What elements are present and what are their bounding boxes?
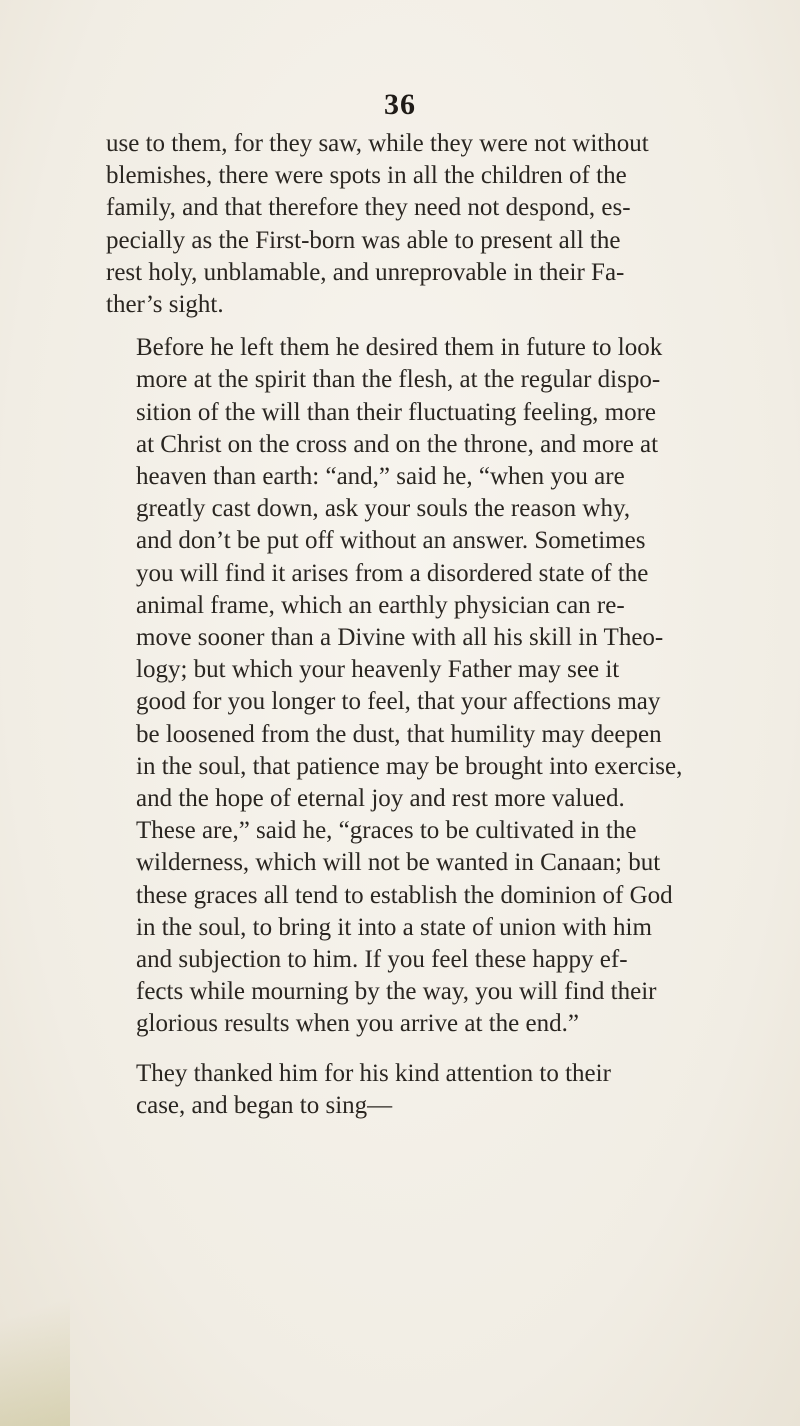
text-line: heaven than earth: “and,” said he, “when you are <box>136 463 625 491</box>
text-line: greatly cast down, ask your souls the reason why, <box>136 495 631 523</box>
text-line: wilderness, which will not be wanted in Canaan; but <box>136 849 661 877</box>
text-line: They thanked him for his kind attention to their <box>136 1059 611 1087</box>
text-line: blemishes, there were spots in all the children of the <box>106 162 627 190</box>
text-line: and don’t be put off without an answer. Sometimes <box>136 527 646 555</box>
text-line: more at the spirit than the flesh, at the regular dispo- <box>136 366 661 394</box>
page-stain <box>0 1266 70 1426</box>
text-line: at Christ on the cross and on the throne, and more at <box>136 430 659 458</box>
text-line: case, and began to sing— <box>136 1091 393 1119</box>
text-line: logy; but which your heavenly Father may see it <box>136 656 620 684</box>
text-line: fects while mourning by the way, you will find their <box>136 978 657 1006</box>
paragraph-2 <box>106 332 800 1040</box>
text-line: ther’s sight. <box>106 291 224 319</box>
text-line: rest holy, unblamable, and unreprovable in their Fa- <box>106 258 625 286</box>
text-line: pecially as the First-born was able to present all the <box>106 226 621 254</box>
paragraph-3 <box>106 1058 800 1122</box>
text-line: be loosened from the dust, that humility may deepen <box>136 720 662 748</box>
text-line: you will find it arises from a disordered state of the <box>136 559 649 587</box>
text-line: animal frame, which an earthly physician can re- <box>136 591 625 619</box>
text-line: sition of the will than their fluctuating feeling, more <box>136 398 657 426</box>
text-line: good for you longer to feel, that your affections may <box>136 688 661 716</box>
text-line: and the hope of eternal joy and rest more valued. <box>136 785 625 813</box>
text-line: these graces all tend to establish the dominion of God <box>136 881 673 909</box>
text-line: Before he left them he desired them in future to look <box>136 334 663 362</box>
text-line: use to them, for they saw, while they were not without <box>106 130 649 157</box>
text-line: in the soul, to bring it into a state of union with him <box>136 913 652 941</box>
paragraph-1 <box>106 128 800 321</box>
text-line: family, and that therefore they need not despond, es- <box>106 194 631 222</box>
body-text <box>106 128 800 1122</box>
text-line: move sooner than a Divine with all his skill in Theo- <box>136 624 664 652</box>
page-number: 36 <box>384 88 416 121</box>
text-line: in the soul, that patience may be brought into exercise, <box>136 752 683 780</box>
text-line: and subjection to him. If you feel these happy ef- <box>136 946 628 974</box>
text-line: These are,” said he, “graces to be cultivated in the <box>136 817 637 845</box>
text-line: glorious results when you arrive at the end.” <box>136 1010 579 1038</box>
